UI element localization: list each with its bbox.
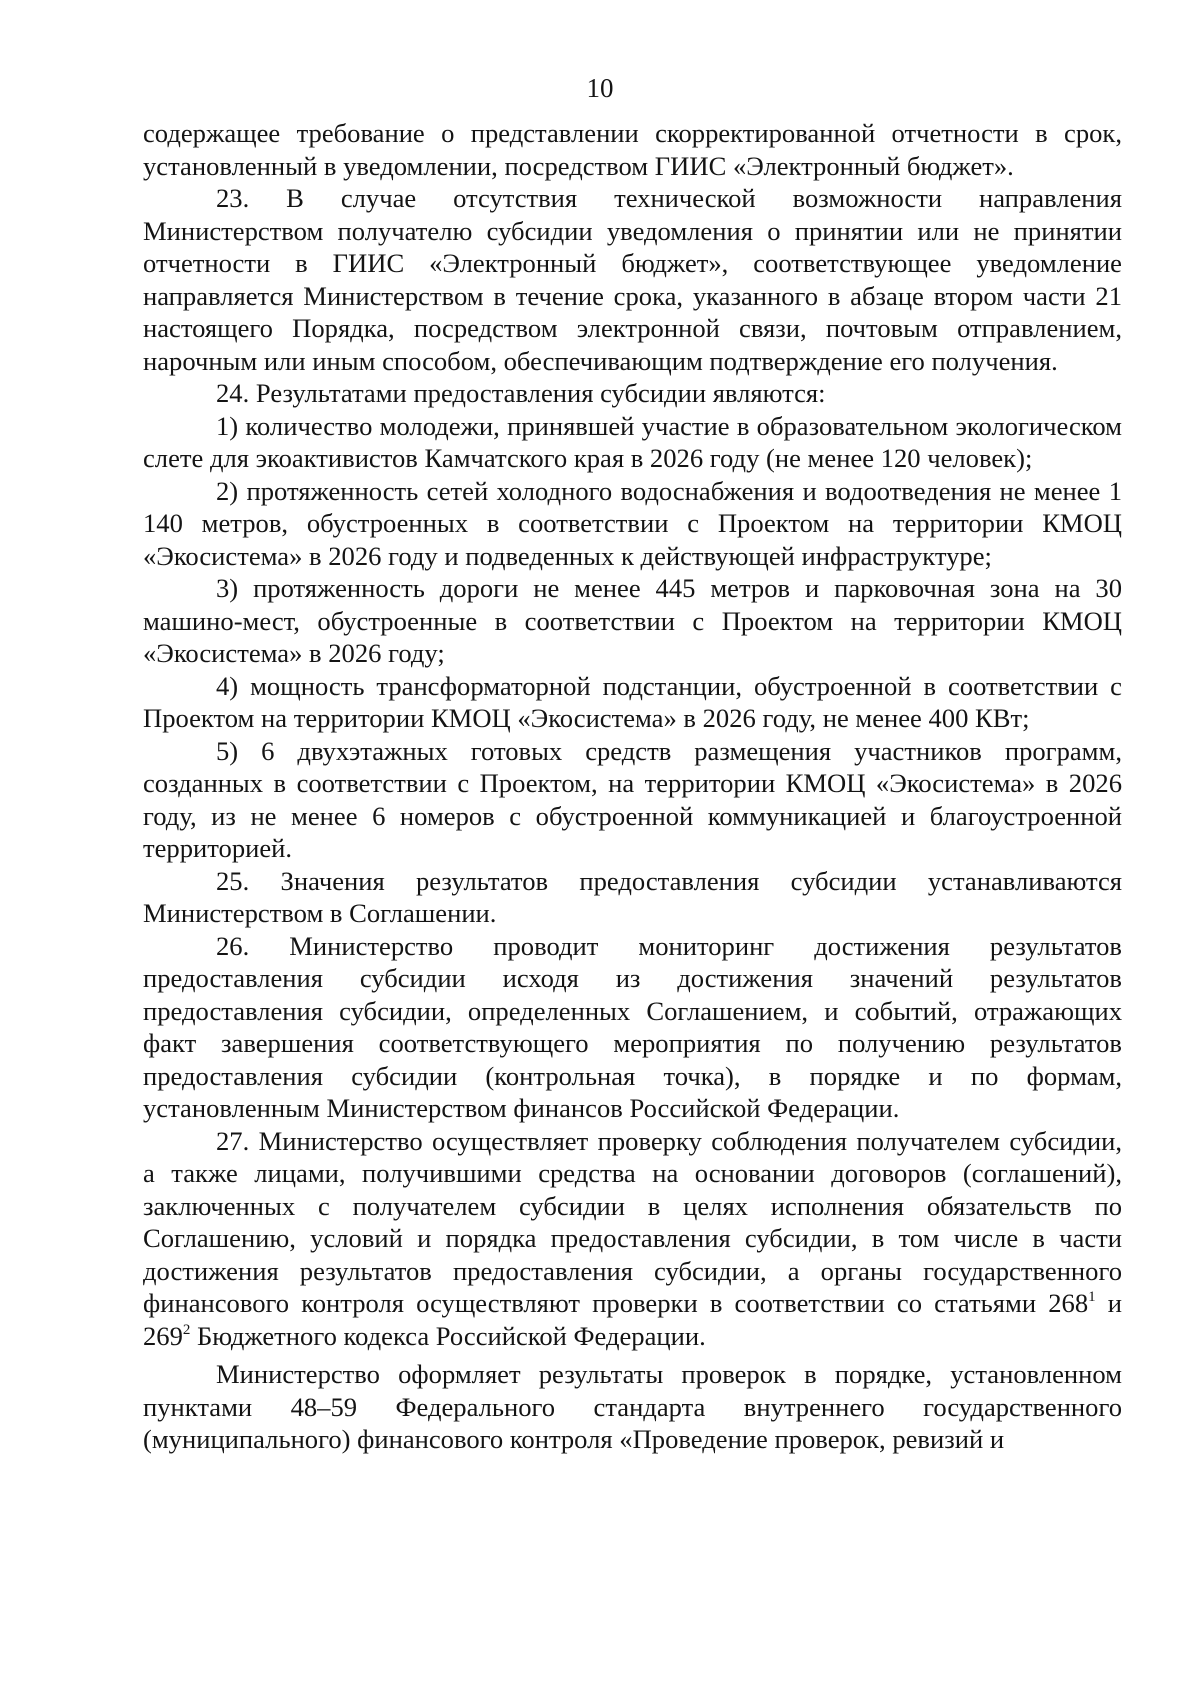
conjunction-text: и (1095, 1288, 1122, 1318)
page-number: 10 (586, 73, 614, 103)
paragraph-24-item-1: 1) количество молодежи, принявшей участие в образовательном экологическом слете для экоактивистов Камчатского края в 2026 году (не менее 120 человек); (143, 410, 1122, 473)
paragraph-inspection-results: Министерство оформляет результаты проверок в порядке, установленном пунктами 48–59 Федерального стандарта внутреннего государственного (муниципального) финансового контроля «Проведение проверок, ревизий и (143, 1359, 1122, 1454)
paragraph-24: 24. Результатами предоставления субсидии являются: (216, 378, 826, 408)
paragraph-continuation: содержащее требование о представлении скорректированной отчетности в срок, установленный в уведомлении, посредством ГИИС «Электронный бюджет». (143, 118, 1122, 181)
paragraph-27-end-text: Бюджетного кодекса Российской Федерации. (190, 1320, 706, 1351)
paragraph-27 (143, 1125, 1122, 1353)
article-superscript-1: 1 (1088, 1289, 1096, 1305)
paragraph-27-main-text: 27. Министерство осуществляет проверку соблюдения получателем субсидии, а также лицами, получившими средства на основании договоров (соглашений), заключенных с получателем субсидии в целях исполнения обязательств по Соглашению, условий и порядка предоставления субсидии, в том числе в части достижения результатов предоставления субсидии, а органы государственного финансового контроля осуществляют проверки в соответствии со статьями (143, 1125, 1122, 1318)
article-number-268: 268 (1048, 1288, 1089, 1318)
paragraph-25: 25. Значения результатов предоставления субсидии устанавливаются Министерством в Соглашении. (143, 865, 1122, 928)
paragraph-24-item-3: 3) протяженность дороги не менее 445 метров и парковочная зона на 30 машино-мест, обустроенные в соответствии с Проектом на территории КМОЦ «Экосистема» в 2026 году; (143, 573, 1122, 668)
paragraph-24-item-5: 5) 6 двухэтажных готовых средств размещения участников программ, созданных в соответствии с Проектом, на территории КМОЦ «Экосистема» в 2026 году, из не менее 6 номеров с обустроенной коммуникацией и благоустроенной территорией. (143, 735, 1122, 863)
document-body (143, 117, 1122, 1456)
paragraph-24-item-2: 2) протяженность сетей холодного водоснабжения и водоотведения не менее 1 140 метров, обустроенных в соответствии с Проектом на территории КМОЦ «Экосистема» в 2026 году и подведенных к действующей инфраструктуре; (143, 475, 1122, 571)
paragraph-23: 23. В случае отсутствия технической возможности направления Министерством получателю субсидии уведомления о принятии или не принятии отчетности в ГИИС «Электронный бюджет», соответствующее уведомление направляется Министерством в течение срока, указанного в абзаце втором части 21 настоящего Порядка, посредством электронной связи, почтовым отправлением, нарочным или иным способом, обеспечивающим подтверждение его получения. (143, 183, 1122, 376)
paragraph-26: 26. Министерство проводит мониторинг достижения результатов предоставления субсидии исходя из достижения значений результатов предоставления субсидии, определенных Соглашением, и событий, отражающих факт завершения соответствующего мероприятия по получению результатов предоставления субсидии (контрольная точка), в порядке и по формам, установленным Министерством финансов Российской Федерации. (143, 930, 1122, 1123)
article-superscript-2: 2 (182, 1321, 191, 1338)
article-number-269: 269 (143, 1320, 183, 1351)
paragraph-24-item-4: 4) мощность трансформаторной подстанции, обустроенной в соответствии с Проектом на территории КМОЦ «Экосистема» в 2026 году, не менее 400 КВт; (143, 670, 1122, 733)
